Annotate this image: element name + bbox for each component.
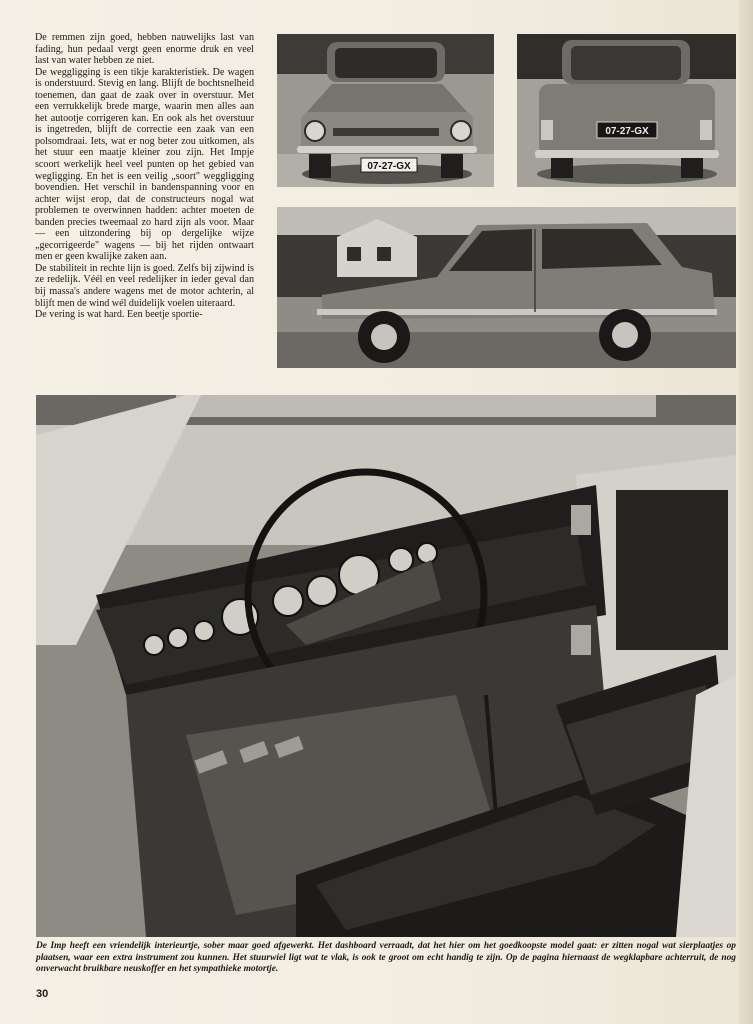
paragraph-brakes: De remmen zijn goed, hebben nauwelijks last van fading, hun pedaal vergt geen enorme druk en veel last van water hebben ze niet. bbox=[35, 32, 254, 67]
paragraph-suspension: De vering is wat hard. Een beetje sportie- bbox=[35, 309, 203, 321]
photo-caption: De Imp heeft een vriendelijk interieurtje, sober maar goed afgewerkt. Het dashboard verraadt, dat het hier om het goedkoopste model gaat: er zitten nogal wat sierplaatjes op plaatsen, waar een extra instrument zou kunnen. Het stuurwiel ligt wat te vlak, is ook te groot om echt handig te zijn. Op de pagina hiernaast de wegklapbare achterruit, de nog onverwacht bruikbare neuskoffer en het sympathieke motortje. bbox=[36, 941, 736, 975]
front-plate-text: 07-27-GX bbox=[367, 161, 411, 172]
paragraph-road-holding: De weggligging is een tikje karakteristiek. De wagen is onderstuurd. Stevig en lang. Blijft de bochtsnelheid toenemen, dan gaat de zaak over in overstuur. Met een verrukkelijk brede marge, waarin men alles aan het autootje corrigeren kan. En ook als het overstuur is ingetreden, blijft de correctie een zaak van een polsomdraai. Iets, wat er nog beter zou uitkomen, als het stuur een maatje kleiner zou zijn. Het Impje scoort werkelijk heel veel punten op het gebied van wegligging. En het is een veilig „soort" weggligging bovendien. Het verschil in bandenspanning voor en achter wijst erop, dat de constructeurs nogal wat problemen te overwinnen hadden: achter moeten de banden precies tweemaal zo hard zijn als voor. Maar — een uitzondering bij op dergelijke wijze „gecorrigeerde" wagens — bij het rijden ontwaart men er geen kwalijke zaken aan. bbox=[35, 66, 254, 263]
photo-car-rear bbox=[517, 34, 736, 187]
photo-car-side bbox=[277, 207, 736, 368]
page-edge bbox=[739, 0, 753, 1024]
rear-plate-text: 07-27-GX bbox=[605, 126, 649, 137]
photo-interior bbox=[36, 395, 736, 937]
paragraph-stability: De stabiliteit in rechte lijn is goed. Zelfs bij zijwind is ze redelijk. Véél en veel redelijker in ieder geval dan bij massa's andere wagens met de motor achterin, al blijft men de wind wél duidelijk voelen uiteraard. bbox=[35, 262, 254, 309]
article-text bbox=[35, 32, 254, 372]
page-number: 30 bbox=[36, 988, 49, 1000]
photo-car-front bbox=[277, 34, 494, 187]
